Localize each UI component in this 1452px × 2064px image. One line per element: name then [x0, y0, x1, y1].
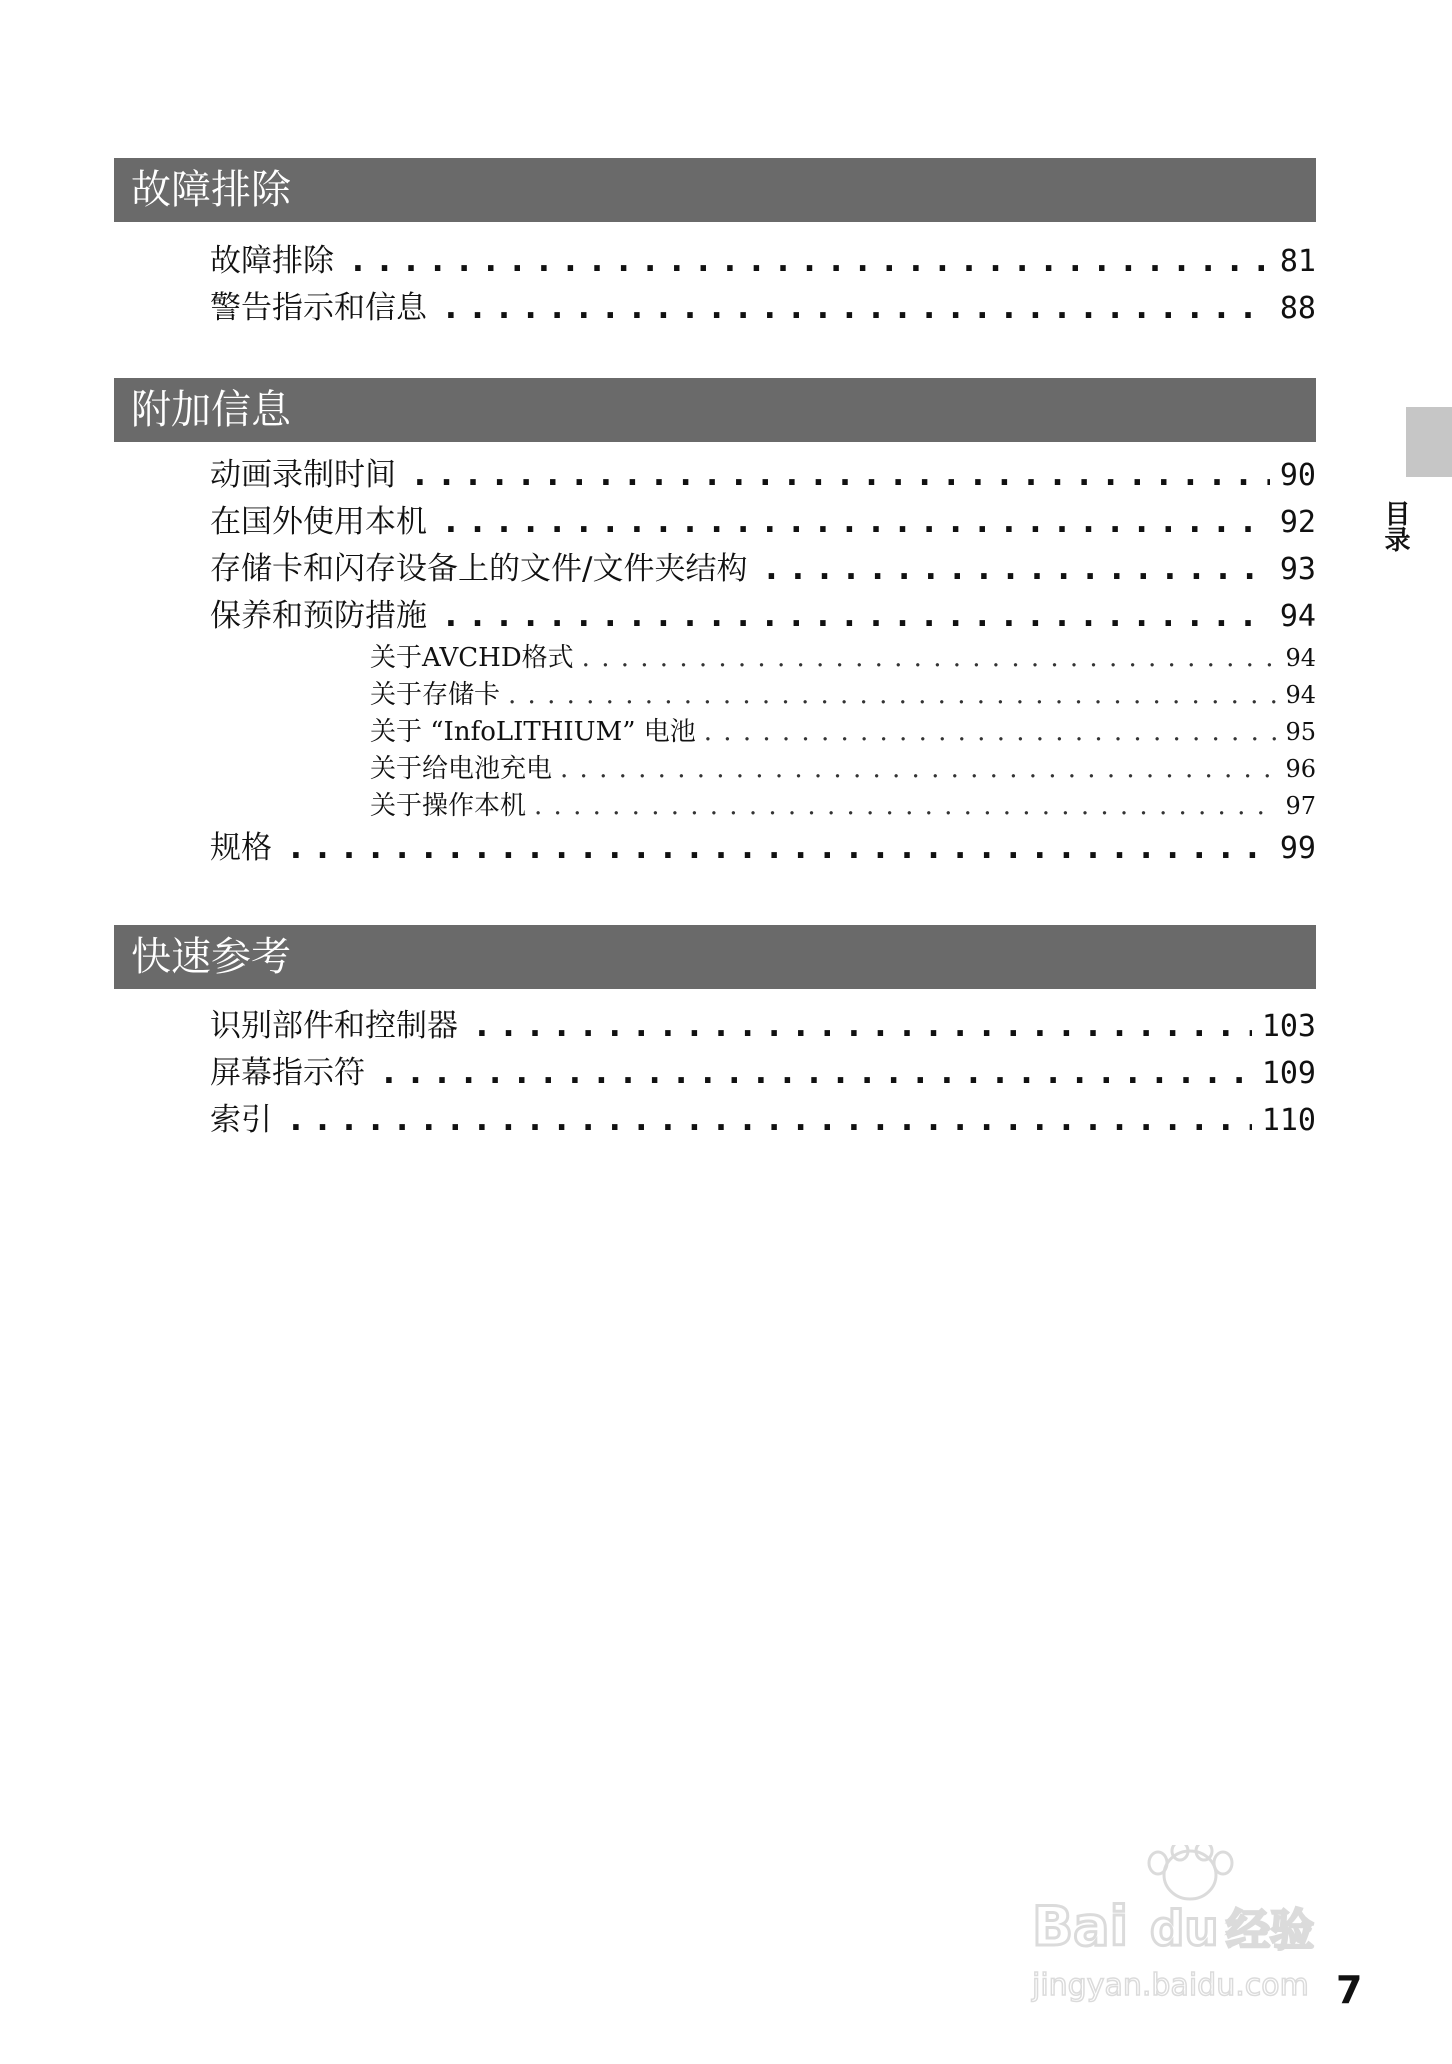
dot-leader — [476, 1003, 1252, 1050]
toc-entry-page: 88 — [1279, 291, 1316, 326]
toc-entry-title: 存储卡和闪存设备上的文件/文件夹结构 — [210, 551, 748, 587]
toc-entry-title: 动画录制时间 — [210, 457, 396, 493]
toc-entry-title: 索引 — [210, 1102, 272, 1138]
dot-leader — [352, 238, 1270, 285]
dot-leader — [560, 751, 1277, 788]
dot-leader — [290, 825, 1270, 872]
toc-entry[interactable] — [210, 452, 1316, 499]
toc-entry-page: 99 — [1279, 831, 1316, 866]
toc-entry[interactable] — [210, 499, 1316, 546]
toc-subentry-page: 95 — [1285, 718, 1316, 746]
toc-subentry-title: 关于AVCHD格式 — [370, 643, 574, 673]
toc-entry-page: 110 — [1261, 1103, 1316, 1138]
section-heading: 故障排除 — [114, 158, 1316, 222]
section-additional-info — [114, 378, 1316, 872]
toc-subentry-page: 94 — [1285, 644, 1316, 672]
section-heading: 附加信息 — [114, 378, 1316, 442]
svg-text:经验: 经验 — [1226, 1905, 1314, 1956]
section-heading: 快速参考 — [114, 925, 1316, 989]
toc-subentry[interactable] — [370, 640, 1316, 677]
dot-leader — [765, 546, 1269, 593]
toc-entry-title: 识别部件和控制器 — [210, 1008, 458, 1044]
toc-entry-title: 规格 — [210, 830, 272, 866]
dot-leader — [383, 1050, 1252, 1097]
toc-entry[interactable] — [210, 546, 1316, 593]
toc-entry[interactable] — [210, 1050, 1316, 1097]
toc-entry[interactable] — [210, 825, 1316, 872]
section-quick-reference — [114, 925, 1316, 1144]
toc-subentry[interactable] — [370, 751, 1316, 788]
toc-subentry-page: 96 — [1285, 755, 1316, 783]
toc-entry[interactable] — [210, 593, 1316, 640]
baidu-watermark-logo — [1030, 1845, 1363, 2012]
toc-entry[interactable] — [210, 1003, 1316, 1050]
dot-leader — [582, 640, 1278, 677]
toc-entry[interactable] — [210, 285, 1316, 332]
toc-entry-title: 警告指示和信息 — [210, 290, 427, 326]
side-tab-label: 目录 — [1380, 500, 1410, 552]
dot-leader — [445, 285, 1270, 332]
dot-leader — [445, 499, 1270, 546]
dot-leader — [445, 593, 1270, 640]
toc-entry-page: 103 — [1261, 1009, 1316, 1044]
dot-leader — [704, 714, 1278, 751]
toc-entry-page: 93 — [1279, 552, 1316, 587]
toc-entry-page: 109 — [1261, 1056, 1316, 1091]
toc-entry-title: 保养和预防措施 — [210, 598, 427, 634]
toc-entry-page: 90 — [1279, 458, 1316, 493]
dot-leader — [414, 452, 1270, 499]
toc-subentry[interactable] — [370, 677, 1316, 714]
toc-entry-title: 屏幕指示符 — [210, 1055, 365, 1091]
svg-text:du: du — [1150, 1901, 1219, 1957]
toc-subentry-title: 关于给电池充电 — [370, 754, 553, 784]
toc-subentry-title: 关于操作本机 — [370, 791, 527, 821]
svg-text:Bai: Bai — [1032, 1895, 1129, 1958]
toc-entry-page: 92 — [1279, 505, 1316, 540]
toc-entry-page: 81 — [1279, 244, 1316, 279]
dot-leader — [508, 677, 1277, 714]
dot-leader — [534, 788, 1277, 825]
toc-subentry-title: 关于 “InfoLITHIUM” 电池 — [370, 717, 696, 747]
dot-leader — [290, 1097, 1252, 1144]
side-tab-marker — [1406, 407, 1452, 477]
toc-subentry-page: 94 — [1285, 681, 1316, 709]
toc-subentry-title: 关于存储卡 — [370, 680, 501, 710]
toc-entry-page: 94 — [1279, 599, 1316, 634]
page-number: 7 — [1336, 1968, 1363, 2012]
toc-subentry[interactable] — [370, 714, 1316, 751]
section-troubleshooting — [114, 158, 1316, 332]
toc-subentry[interactable] — [370, 788, 1316, 825]
toc-entry[interactable] — [210, 1097, 1316, 1144]
toc-subentry-page: 97 — [1285, 792, 1316, 820]
svg-text:jingyan.baidu.com: jingyan.baidu.com — [1032, 1968, 1309, 2003]
toc-entry-title: 在国外使用本机 — [210, 504, 427, 540]
toc-entry[interactable] — [210, 238, 1316, 285]
toc-entry-title: 故障排除 — [210, 243, 334, 279]
